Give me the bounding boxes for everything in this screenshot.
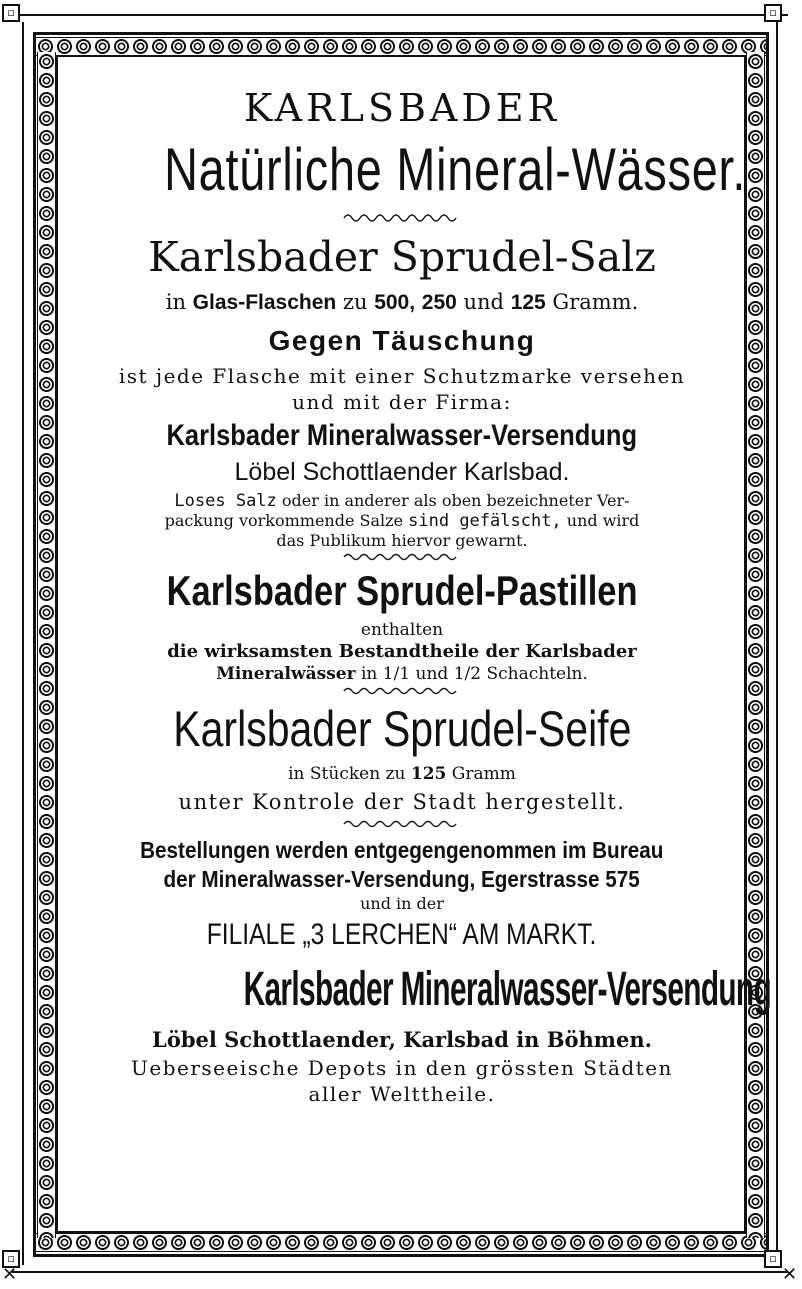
border-band-bottom [36,1233,766,1252]
seife-line-1 [82,761,722,787]
text-gefaelscht: sind gefälscht, [408,511,562,531]
title-row [82,130,747,210]
company-footer-row [82,955,772,1025]
fake-warning-line-1 [82,491,722,511]
seife-line-2: unter Kontrole der Stadt hergestellt. [178,790,626,814]
seife-row [82,697,722,761]
corner-ornament-bottom-left: ◻ [2,1250,20,1268]
company-row [82,415,722,457]
warning-title: Gegen Täuschung [268,325,536,356]
text-und-wird: und wird [566,511,640,530]
text-glas-flaschen: Glas-Flaschen [192,291,337,314]
pastillen-title: Karlsbader Sprudel-Pastillen [166,567,638,614]
company-name: Karlsbader Mineralwasser-Versendung [166,419,638,452]
orders-line-3: und in der [360,894,444,913]
border-band-top [36,37,766,56]
text-250: 250 [421,291,457,314]
company-footer-name: Karlsbader Mineralwasser-Versendung [243,963,772,1016]
wave-divider [342,210,462,224]
advertisement-body [82,80,772,1107]
seife-title: Karlsbader Sprudel-Seife [172,701,632,757]
orders-line-1: Bestellungen werden entgegengenommen im Bureau [140,837,664,863]
warning-line-2: und mit der Firma: [292,390,512,414]
text-schachteln: in 1/1 und 1/2 Schachteln. [360,664,588,684]
orders-row-1 [82,835,722,865]
wave-divider [342,551,462,563]
pastillen-line-1: enthalten [360,620,444,640]
branch-name: FILIALE „3 LERCHEN“ AM MARKT. [207,918,597,951]
border-band-left [37,52,56,1238]
warning-line-1: ist jede Flasche mit einer Schutzmarke versehen [118,364,686,388]
text-zu: zu [342,290,368,314]
text-mineralwaesser: Mineralwässer [216,664,356,684]
text-in-stuecken: in Stücken zu [288,764,406,784]
pastillen-line-2: die wirksamsten Bestandtheile der Karlsbader [167,641,637,662]
text-fake-line-1: oder in anderer als oben bezeichneter Ver- [281,491,630,510]
fake-warning-line-3: das Publikum hiervor gewarnt. [276,531,528,550]
salt-title: Karlsbader Sprudel-Salz [148,233,656,281]
fake-warning-line-2 [82,511,722,531]
wave-divider [342,685,462,697]
main-title: Natürliche Mineral-Wässer. [164,136,747,203]
wave-divider [342,817,462,831]
text-packung: packung vorkommende Salze [164,511,404,530]
branch-row [82,915,722,955]
pastillen-line-3 [82,663,722,685]
border-band-right [746,52,765,1238]
pastillen-row [82,563,722,619]
text-und: und [463,290,504,314]
cross-ornament-bottom-left: ✕ [2,1264,18,1285]
text-500: 500, [374,291,416,314]
corner-ornament-top-left: ◻ [2,4,20,22]
cross-ornament-bottom-right: ✕ [782,1264,798,1285]
text-gramm: Gramm [451,764,516,784]
company-owner: Löbel Schottlaender Karlsbad. [234,458,570,486]
text-in: in [165,290,186,314]
corner-ornament-top-right: ◻ [764,4,782,22]
heading: KARLSBADER [243,86,561,130]
text-125: 125 [410,764,447,784]
orders-line-2: der Mineralwasser-Versendung, Egerstrasse 575 [163,866,641,892]
salt-sizes-line [82,286,722,319]
corner-ornament-bottom-right: ◻ [764,1250,782,1268]
depots-line-1: Ueberseeische Depots in den grössten Städten [131,1056,673,1080]
depots-line-2: aller Welttheile. [308,1082,496,1106]
owner-line: Löbel Schottlaender, Karlsbad in Böhmen. [152,1027,652,1052]
text-125: 125 [510,291,546,314]
orders-row-2 [82,865,722,893]
text-loses-salz: Loses Salz [174,491,277,511]
text-gramm: Gramm. [552,290,639,314]
